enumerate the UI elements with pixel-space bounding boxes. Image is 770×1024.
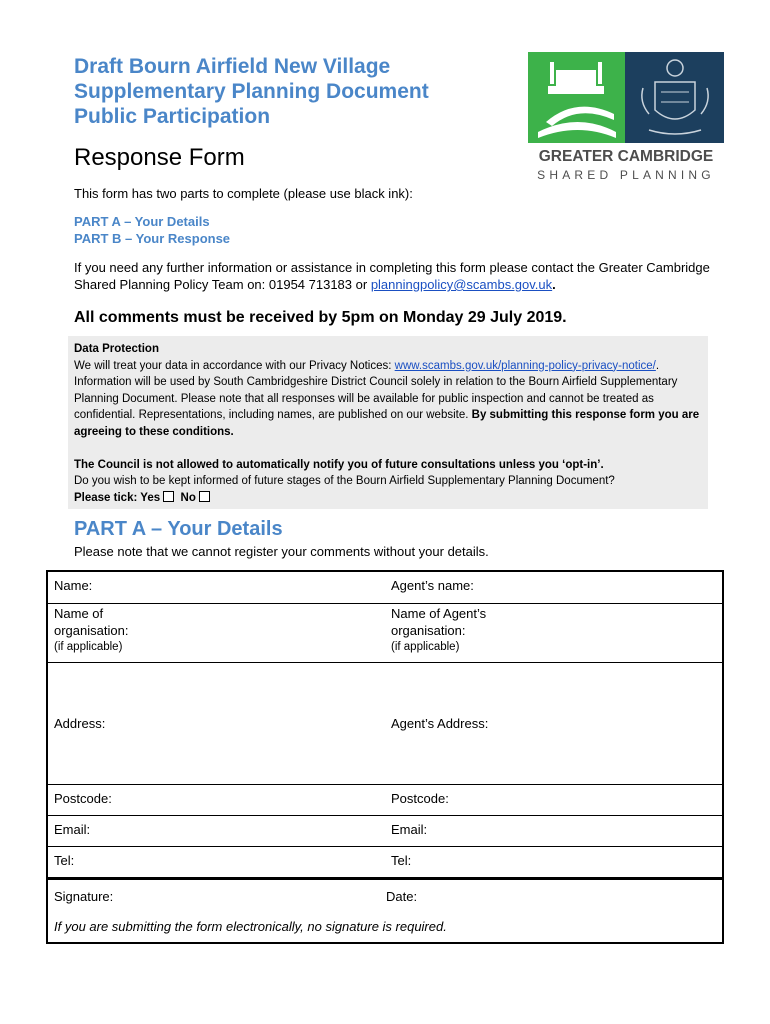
table-row — [47, 603, 723, 662]
optin-notice: The Council is not allowed to automatically notify you of future consultations unless you ‘opt-in’. — [74, 458, 604, 471]
table-row — [47, 662, 723, 784]
dp-text-start: We will treat your data in accordance with our Privacy Notices: — [74, 359, 395, 372]
optin-tick-row — [74, 490, 702, 507]
title-line-3: Public Participation — [74, 105, 271, 128]
address-label: Address: — [54, 715, 106, 731]
part-list — [74, 213, 230, 247]
part-a-note: Please note that we cannot register your comments without your details. — [74, 544, 489, 559]
organisation-label: Name of organisation: — [54, 605, 129, 638]
no-label: No — [180, 491, 196, 504]
privacy-notice-link[interactable]: www.scambs.gov.uk/planning-policy-privacy-notice/ — [394, 359, 656, 372]
data-protection-text — [74, 358, 702, 441]
postcode-field[interactable] — [47, 784, 385, 815]
yes-label: Yes — [140, 491, 161, 504]
email-label: Email: — [54, 821, 91, 837]
no-checkbox[interactable] — [199, 491, 210, 502]
part-a-link[interactable]: PART A – Your Details — [74, 214, 210, 229]
part-b-link[interactable]: PART B – Your Response — [74, 231, 231, 246]
document-title — [74, 54, 514, 129]
agent-address-label: Agent’s Address: — [391, 715, 489, 731]
contact-text: If you need any further information or assistance in completing this form please contact the Greater Cambridge Shared Planning Policy Team on: 01954 713183 or — [74, 260, 710, 292]
agent-tel-label: Tel: — [391, 852, 412, 868]
tel-label: Tel: — [54, 852, 75, 868]
agent-organisation-label: Name of Agent’s organisation: — [391, 605, 487, 638]
kings-college-icon — [528, 52, 625, 143]
name-field[interactable] — [47, 571, 385, 603]
email-field[interactable] — [47, 815, 385, 846]
parts-intro: This form has two parts to complete (please use black ink): — [74, 186, 413, 201]
part-a-heading: PART A – Your Details — [74, 518, 283, 540]
coat-of-arms-icon — [625, 52, 724, 143]
table-row — [47, 784, 723, 815]
tick-label: Please tick: — [74, 491, 138, 504]
date-field[interactable]: Date: — [386, 889, 418, 904]
logo-green-panel — [528, 52, 625, 143]
contact-paragraph: If you need any further information or assistance in completing this form please contact the Greater Cambridge Shared Planning Policy Team on: 01954 713183 or planningpolicy@scambs.gov.uk. — [74, 260, 710, 292]
table-row — [47, 846, 723, 878]
agent-name-field[interactable] — [385, 571, 723, 603]
name-label: Name: — [54, 578, 93, 593]
agent-postcode-label: Postcode: — [391, 790, 449, 806]
table-row — [47, 815, 723, 846]
tel-field[interactable] — [47, 846, 385, 878]
signature-field[interactable]: Signature: — [54, 889, 114, 904]
deadline-notice: All comments must be received by 5pm on Monday 29 July 2019. — [74, 309, 567, 326]
signature-note: If you are submitting the form electronically, no signature is required. — [54, 919, 447, 934]
signature-box — [46, 878, 724, 944]
agent-address-field[interactable] — [385, 662, 723, 784]
data-protection-box — [68, 336, 708, 509]
title-line-2: Supplementary Planning Document — [74, 80, 429, 103]
organisation-field[interactable] — [47, 603, 385, 662]
optin-question: Do you wish to be kept informed of future stages of the Bourn Airfield Supplementary Planning Document? — [74, 475, 615, 488]
data-protection-heading: Data Protection — [74, 343, 159, 355]
dp-text-mid: . Information will be used by South Cambridgeshire District Council solely in relation to the Bourn Airfield Supplementary Planning Document. Please note that all responses will be available for public inspection and cannot be treated as confidential. Representations, including names, are published on our website. — [74, 359, 678, 422]
form-title: Response Form — [74, 144, 245, 171]
logo-text-line-2: SHARED PLANNING — [537, 168, 715, 182]
details-table — [46, 570, 724, 879]
greater-cambridge-logo — [528, 52, 724, 184]
agent-tel-field[interactable] — [385, 846, 723, 878]
agent-postcode-field[interactable] — [385, 784, 723, 815]
address-field[interactable] — [47, 662, 385, 784]
logo-navy-panel — [625, 52, 724, 143]
title-line-1: Draft Bourn Airfield New Village — [74, 55, 391, 78]
yes-checkbox[interactable] — [163, 491, 174, 502]
logo-text-line-1: GREATER CAMBRIDGE — [538, 148, 714, 165]
contact-email-link[interactable]: planningpolicy@scambs.gov.uk — [370, 277, 553, 292]
agent-email-label: Email: — [391, 821, 428, 837]
agent-email-field[interactable] — [385, 815, 723, 846]
agent-name-label: Agent’s name: — [391, 578, 474, 593]
agent-organisation-field[interactable] — [385, 603, 723, 662]
postcode-label: Postcode: — [54, 790, 112, 806]
dp-conditions: By submitting this response form you are agreeing to these conditions. — [74, 409, 700, 438]
organisation-sub: (if applicable) — [54, 640, 123, 653]
table-row — [47, 571, 723, 603]
agent-organisation-sub: (if applicable) — [391, 640, 460, 653]
